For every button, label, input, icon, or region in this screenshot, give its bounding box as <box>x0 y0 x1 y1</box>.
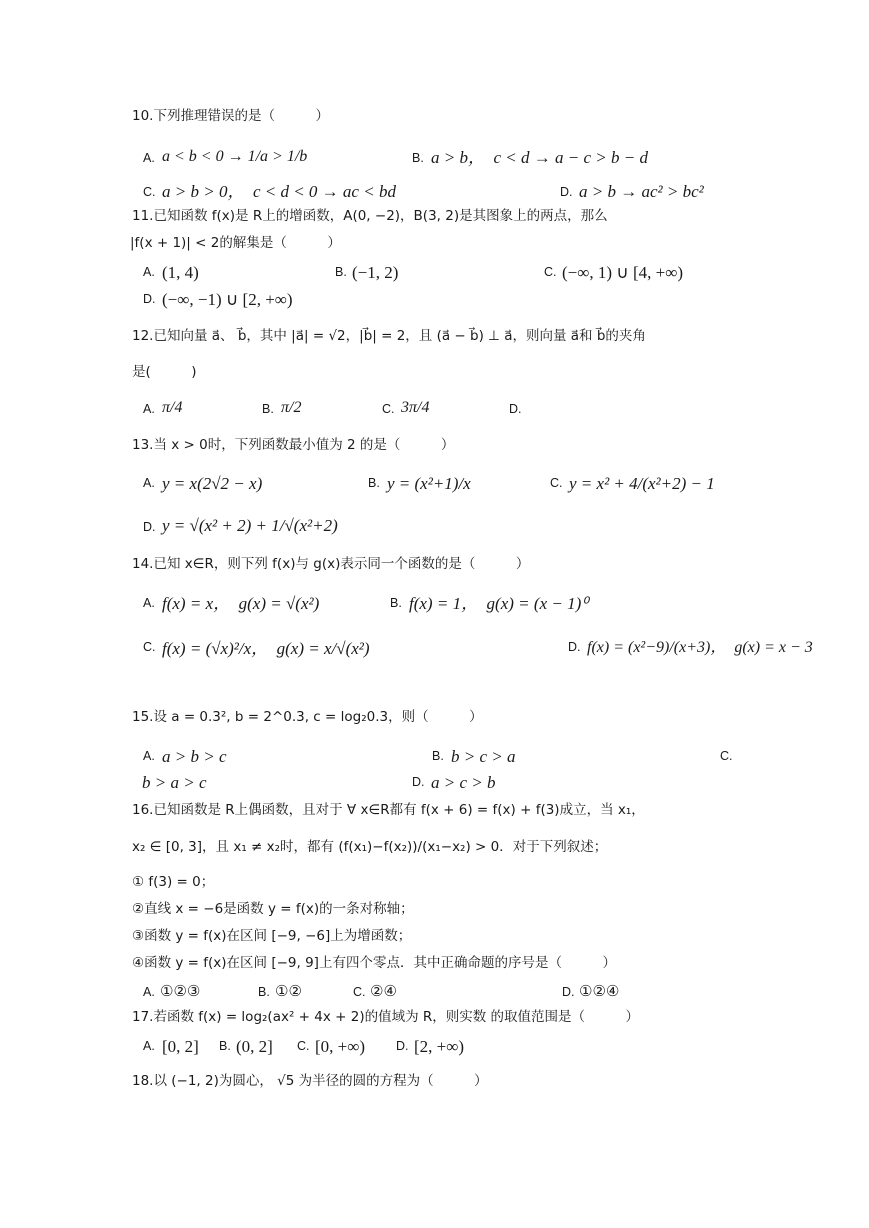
q12-stem-1: 12.已知向量 a⃗、 b⃗，其中 |a⃗| = √2，|b⃗| = 2，且 (a⃗ − b⃗) ⊥ a⃗，则向量 a⃗和 b⃗的夹角 <box>132 328 646 344</box>
q16-option-d-label: D. <box>562 985 575 999</box>
q17-option-b-label: B. <box>219 1039 231 1053</box>
q17-option-c-label: C. <box>297 1039 310 1053</box>
q12-option-c-label: C. <box>382 402 395 416</box>
q11-option-b-expr: (−1, 2) <box>352 263 399 282</box>
q14-option-d-label: D. <box>568 640 581 654</box>
q16-statement-2: ②直线 x = −6是函数 y = f(x)的一条对称轴； <box>132 901 414 917</box>
q16-statement-3: ③函数 y = f(x)在区间 [−9, −6]上为增函数； <box>132 928 412 944</box>
q14-option-b-expr: f(x) = 1， g(x) = (x − 1)⁰ <box>409 594 589 613</box>
q10-option-a-expr: a < b < 0 → 1/a > 1/b <box>162 148 308 165</box>
q15-option-d-expr: a > c > b <box>431 773 496 792</box>
q12-option-b-expr: π/2 <box>281 399 302 416</box>
q18-stem: 18.以 (−1, 2)为圆心， √5 为半径的圆的方程为（ ） <box>132 1073 488 1089</box>
q16-statement-1: ① f(3) = 0； <box>132 874 215 890</box>
q16-option-c-label: C. <box>353 985 366 999</box>
q16-option-a-label: A. <box>143 985 155 999</box>
q10-stem: 10.下列推理错误的是（ ） <box>132 108 329 124</box>
q10-option-b-expr: a > b， c < d → a − c > b − d <box>431 148 648 167</box>
q13-option-a-label: A. <box>143 476 155 490</box>
q16-option-a-expr: ①②③ <box>160 982 201 1000</box>
q10-option-d-label: D. <box>560 185 573 199</box>
q14-stem: 14.已知 x∈R，则下列 f(x)与 g(x)表示同一个函数的是（ ） <box>132 556 530 572</box>
q13-option-b-label: B. <box>368 476 380 490</box>
q11-option-a-label: A. <box>143 265 155 279</box>
q11-stem-1: 11.已知函数 f(x)是 R上的增函数，A(0, −2)，B(3, 2)是其图象上的两点，那么 <box>132 208 608 224</box>
q10-option-c-label: C. <box>143 185 156 199</box>
q10-option-a-label: A. <box>143 151 155 165</box>
q11-option-a-expr: (1, 4) <box>162 263 199 282</box>
q16-option-b-label: B. <box>258 985 270 999</box>
q16-option-d-expr: ①②④ <box>579 982 620 1000</box>
q13-option-d-label: D. <box>143 520 156 534</box>
q15-option-c-label: C. <box>720 749 733 763</box>
q11-stem-2: |f(x + 1)| < 2的解集是（ ） <box>130 235 341 251</box>
q17-option-d-expr: [2, +∞) <box>414 1037 465 1056</box>
q13-option-d-expr: y = √(x² + 2) + 1/√(x²+2) <box>162 516 338 535</box>
q12-option-d-label: D. <box>509 402 522 416</box>
q14-option-b-label: B. <box>390 596 402 610</box>
q11-option-c-label: C. <box>544 265 557 279</box>
q10-option-d-expr: a > b → ac² > bc² <box>579 182 704 201</box>
q13-stem: 13.当 x > 0时，下列函数最小值为 2 的是（ ） <box>132 437 455 453</box>
q12-option-a-expr: π/4 <box>162 399 183 416</box>
q12-option-a-label: A. <box>143 402 155 416</box>
q10-option-b-label: B. <box>412 151 424 165</box>
q16-option-b-expr: ①② <box>275 982 302 1000</box>
q16-stem-1: 16.已知函数是 R上偶函数，且对于 ∀ x∈R都有 f(x + 6) = f(x) + f(3)成立，当 x₁， <box>132 802 645 818</box>
q17-stem: 17.若函数 f(x) = log₂(ax² + 4x + 2)的值域为 R，则实数 的取值范围是（ ） <box>132 1009 640 1025</box>
q15-option-b-expr: b > c > a <box>451 747 516 766</box>
q17-option-b-expr: (0, 2] <box>236 1037 273 1056</box>
q15-option-a-label: A. <box>143 749 155 763</box>
q10-option-c-expr: a > b > 0， c < d < 0 → ac < bd <box>162 182 396 201</box>
q15-option-a-expr: a > b > c <box>162 747 227 766</box>
q13-option-a-expr: y = x(2√2 − x) <box>162 474 263 493</box>
q17-option-a-expr: [0, 2] <box>162 1037 199 1056</box>
q14-option-c-label: C. <box>143 640 156 654</box>
q14-option-d-expr: f(x) = (x²−9)/(x+3)， g(x) = x − 3 <box>587 639 813 656</box>
q12-option-c-expr: 3π/4 <box>401 399 430 416</box>
q16-option-c-expr: ②④ <box>370 982 397 1000</box>
q11-option-b-label: B. <box>335 265 347 279</box>
q15-stem: 15.设 a = 0.3², b = 2^0.3, c = log₂0.3，则（ ） <box>132 709 483 725</box>
q15-option-b-label: B. <box>432 749 444 763</box>
q17-option-d-label: D. <box>396 1039 409 1053</box>
q14-option-c-expr: f(x) = (√x)²/x， g(x) = x/√(x²) <box>162 639 370 658</box>
q16-statement-4: ④函数 y = f(x)在区间 [−9, 9]上有四个零点．其中正确命题的序号是（ ） <box>132 955 616 971</box>
q15-option-d-label: D. <box>412 775 425 789</box>
q12-option-b-label: B. <box>262 402 274 416</box>
q14-option-a-expr: f(x) = x， g(x) = √(x²) <box>162 594 320 613</box>
q17-option-c-expr: [0, +∞) <box>315 1037 366 1056</box>
q12-stem-2: 是( ) <box>132 364 197 380</box>
q16-stem-2: x₂ ∈ [0, 3]，且 x₁ ≠ x₂时，都有 (f(x₁)−f(x₂))/(x₁−x₂) > 0．对于下列叙述； <box>132 839 608 855</box>
q11-option-d-label: D. <box>143 292 156 306</box>
q14-option-a-label: A. <box>143 596 155 610</box>
q13-option-c-label: C. <box>550 476 563 490</box>
q17-option-a-label: A. <box>143 1039 155 1053</box>
q15-option-c-expr: b > a > c <box>142 773 207 792</box>
q13-option-b-expr: y = (x²+1)/x <box>387 474 471 493</box>
q11-option-c-expr: (−∞, 1) ∪ [4, +∞) <box>562 263 684 282</box>
q13-option-c-expr: y = x² + 4/(x²+2) − 1 <box>569 474 715 493</box>
q11-option-d-expr: (−∞, −1) ∪ [2, +∞) <box>162 290 293 309</box>
